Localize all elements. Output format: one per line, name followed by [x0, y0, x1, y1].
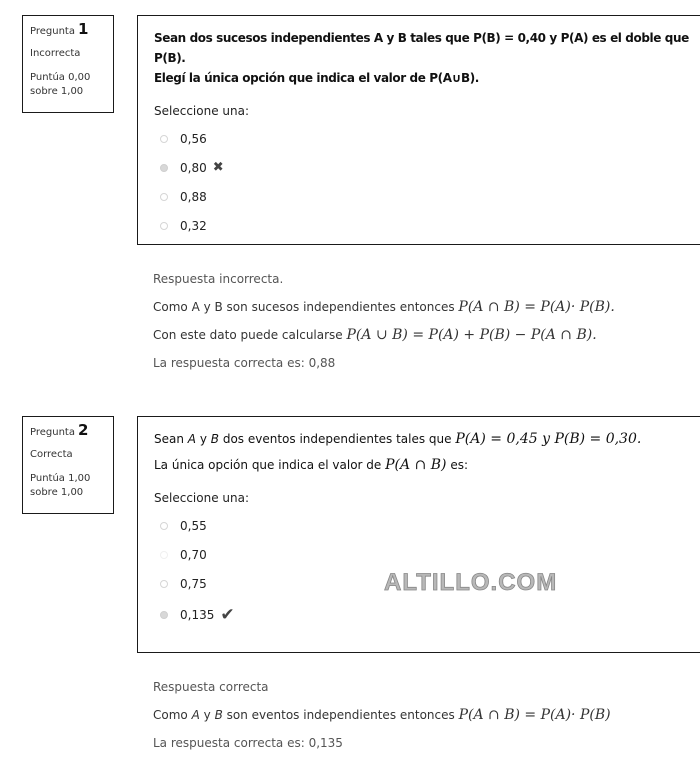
question-number: 1: [77, 20, 89, 38]
select-one-label: Seleccione una:: [154, 104, 249, 118]
question-2-state: Correcta: [30, 449, 73, 460]
question-number: 2: [77, 421, 89, 439]
option-0-80[interactable]: [154, 153, 700, 182]
var-b: B: [214, 708, 223, 722]
radio-button-selected[interactable]: [160, 611, 168, 619]
option-0-32[interactable]: [154, 211, 700, 240]
feedback-result: Respuesta incorrecta.: [153, 272, 284, 286]
option-label: 0,88: [180, 189, 207, 204]
question-2-info: [22, 416, 114, 514]
option-0-135[interactable]: [154, 598, 700, 632]
var-a: A: [187, 432, 197, 446]
radio-button-selected[interactable]: [160, 164, 168, 172]
formula: P(A ∪ B) = P(A) + P(B) − P(A ∩ B).: [346, 327, 597, 343]
radio-button[interactable]: [160, 135, 168, 143]
question-label: Pregunta: [30, 26, 75, 37]
option-0-70[interactable]: [154, 540, 700, 569]
text: son eventos independientes entonces: [226, 708, 455, 722]
option-label: 0,75: [180, 576, 207, 591]
text: y: [199, 432, 207, 446]
feedback-explanation-1: [153, 701, 611, 729]
text: Como: [153, 708, 188, 722]
text: La única opción que indica el valor de: [154, 458, 382, 472]
feedback-result: Respuesta correcta: [153, 680, 269, 694]
question-1-box: [137, 15, 700, 245]
correct-answer: La respuesta correcta es: 0,135: [153, 736, 343, 750]
question-1-score-max: sobre 1,00: [30, 86, 84, 97]
radio-button[interactable]: [160, 522, 168, 530]
watermark: ALTILLO.COM: [384, 569, 558, 596]
question-1-number: [30, 22, 113, 39]
text: Sean: [154, 432, 184, 446]
var-a: A: [191, 708, 200, 722]
select-one-label: Seleccione una:: [154, 491, 249, 505]
radio-button[interactable]: [160, 193, 168, 201]
radio-button[interactable]: [160, 551, 168, 559]
question-1-feedback: [153, 265, 615, 377]
question-2-text-line2: [154, 455, 700, 475]
radio-button[interactable]: [160, 222, 168, 230]
question-1-info: [22, 15, 114, 113]
question-2-number: [30, 423, 113, 440]
option-0-56[interactable]: [154, 124, 700, 153]
question-2-box: [137, 416, 700, 653]
question-label: Pregunta: [30, 427, 75, 438]
text: dos eventos independientes tales que: [222, 432, 452, 446]
option-label: 0,56: [180, 131, 207, 146]
question-1-options: [154, 124, 700, 240]
question-2-score: Puntúa 1,00: [30, 473, 91, 484]
text: es:: [450, 458, 469, 472]
question-1-text-line2: Elegí la única opción que indica el valor de P(A∪B).: [154, 71, 479, 85]
question-2-score-max: sobre 1,00: [30, 487, 84, 498]
option-0-88[interactable]: [154, 182, 700, 211]
feedback-explanation-1: [153, 293, 615, 321]
option-label: 0,70: [180, 547, 207, 562]
question-1-text-line1: Sean dos sucesos independientes A y B tales que P(B) = 0,40 y P(A) es el doble que P(B).: [154, 31, 689, 65]
option-label: 0,80: [180, 160, 207, 175]
question-1-state: Incorrecta: [30, 48, 81, 59]
option-label: 0,32: [180, 218, 207, 233]
correct-answer: La respuesta correcta es: 0,88: [153, 356, 336, 370]
correct-check-icon: ✔: [220, 605, 235, 625]
incorrect-x-icon: ✖: [212, 160, 224, 175]
option-0-55[interactable]: [154, 511, 700, 540]
question-1-score: Puntúa 0,00: [30, 72, 91, 83]
feedback-explanation-2: [153, 321, 615, 349]
radio-button[interactable]: [160, 580, 168, 588]
question-2-text-line1: [154, 429, 700, 449]
option-label: 0,135: [180, 608, 215, 622]
formula: P(A ∩ B): [385, 457, 447, 473]
var-b: B: [210, 432, 220, 446]
formula: P(A ∩ B) = P(A)· P(B).: [458, 299, 615, 315]
feedback-text: Con este dato puede calcularse: [153, 328, 343, 342]
formula: P(A ∩ B) = P(A)· P(B): [458, 707, 611, 723]
option-label: 0,55: [180, 518, 207, 533]
question-2-feedback: [153, 673, 611, 757]
formula: P(A) = 0,45 y P(B) = 0,30.: [455, 431, 642, 447]
text: y: [203, 708, 211, 722]
feedback-text: Como A y B son sucesos independientes entonces: [153, 300, 455, 314]
